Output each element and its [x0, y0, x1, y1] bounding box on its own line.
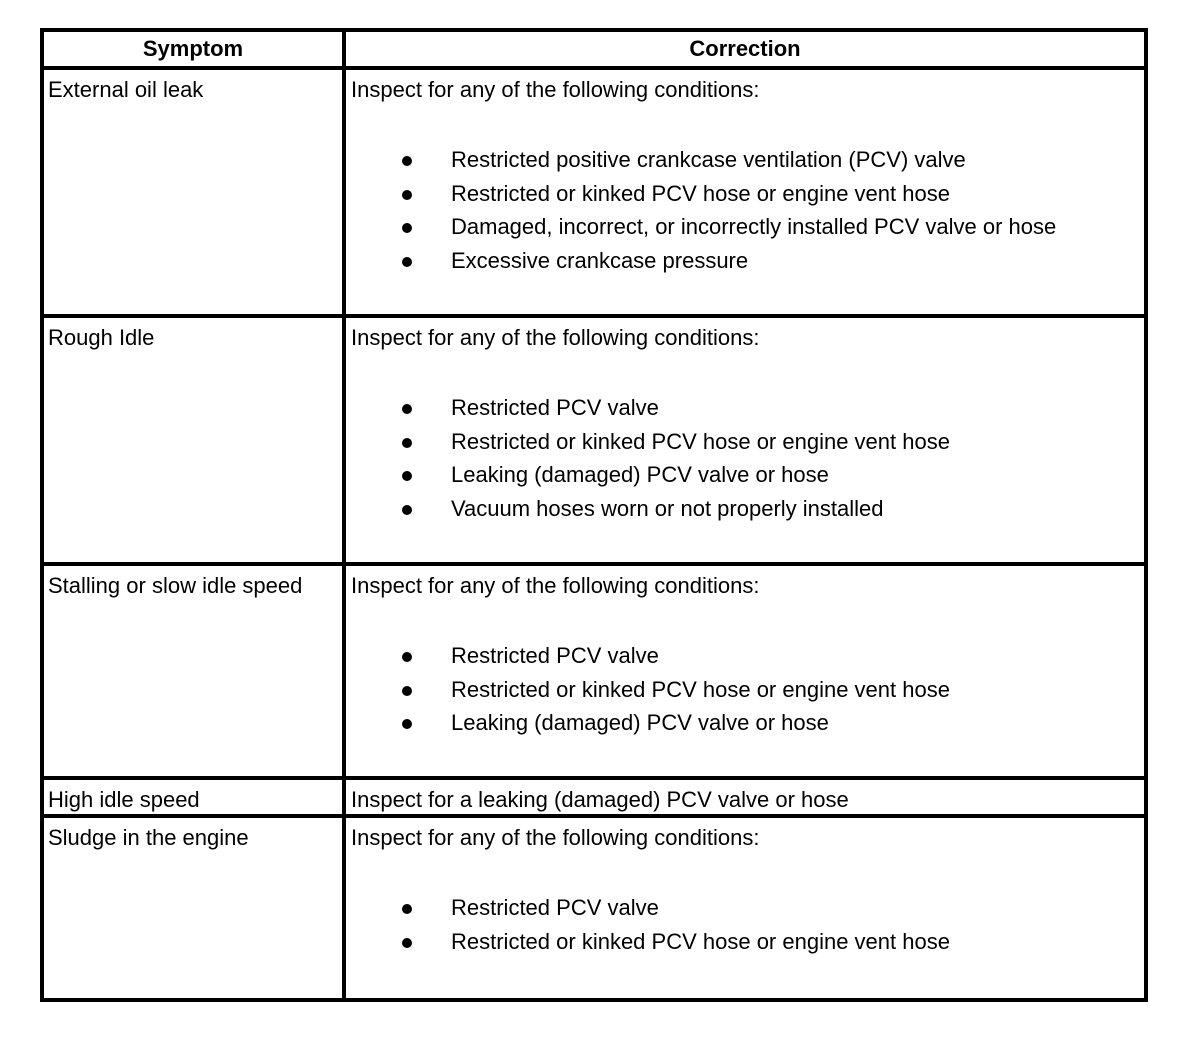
list-item	[346, 462, 1144, 496]
correction-cell	[344, 778, 1146, 816]
list-item	[346, 248, 1144, 282]
table-row	[42, 316, 1146, 564]
list-item	[346, 181, 1144, 215]
correction-intro: Inspect for any of the following conditions:	[351, 325, 760, 350]
symptom-cell	[42, 564, 344, 778]
correction-cell	[344, 316, 1146, 564]
bullet-icon	[402, 686, 412, 696]
symptom-column-header: Symptom	[42, 30, 344, 68]
symptom-cell	[42, 68, 344, 316]
correction-cell	[344, 816, 1146, 1000]
symptom-cell	[42, 778, 344, 816]
correction-intro: Inspect for any of the following conditions:	[351, 573, 760, 598]
list-item	[346, 496, 1144, 530]
symptom-text: External oil leak	[48, 77, 204, 102]
condition-text: Restricted or kinked PCV hose or engine vent hose	[451, 180, 950, 206]
condition-text: Restricted or kinked PCV hose or engine vent hose	[451, 928, 950, 954]
symptom-text: Sludge in the engine	[48, 825, 249, 850]
symptom-text: High idle speed	[48, 787, 200, 812]
symptom-text: Stalling or slow idle speed	[48, 573, 303, 598]
bullet-icon	[402, 223, 412, 233]
condition-text: Damaged, incorrect, or incorrectly installed PCV valve or hose	[451, 214, 1057, 239]
condition-text: Excessive crankcase pressure	[451, 247, 749, 273]
symptom-cell	[42, 816, 344, 1000]
bullet-icon	[402, 471, 412, 481]
condition-list	[346, 351, 1144, 529]
list-item	[346, 643, 1144, 677]
list-item	[346, 214, 1144, 248]
correction-intro: Inspect for any of the following conditions:	[351, 77, 760, 102]
list-item	[346, 147, 1144, 181]
symptom-text: Rough Idle	[48, 325, 155, 350]
bullet-icon	[402, 404, 412, 414]
correction-cell	[344, 68, 1146, 316]
header-row	[42, 30, 1146, 68]
condition-text: Restricted positive crankcase ventilation (PCV) valve	[451, 147, 966, 172]
condition-text: Restricted PCV valve	[451, 395, 659, 420]
correction-intro: Inspect for any of the following conditions:	[351, 825, 760, 850]
bullet-icon	[402, 505, 412, 515]
table-row	[42, 564, 1146, 778]
bullet-icon	[402, 438, 412, 448]
list-item	[346, 929, 1144, 963]
condition-list	[346, 851, 1144, 962]
list-item	[346, 429, 1144, 463]
list-item	[346, 677, 1144, 711]
symptom-cell	[42, 316, 344, 564]
list-item	[346, 895, 1144, 929]
bullet-icon	[402, 156, 412, 166]
bullet-icon	[402, 904, 412, 914]
correction-column-header: Correction	[344, 30, 1146, 68]
list-item	[346, 710, 1144, 744]
correction-intro: Inspect for a leaking (damaged) PCV valve or hose	[351, 787, 849, 812]
bullet-icon	[402, 190, 412, 200]
table-row	[42, 68, 1146, 316]
condition-text: Restricted or kinked PCV hose or engine vent hose	[451, 428, 950, 454]
bullet-icon	[402, 652, 412, 662]
condition-text: Leaking (damaged) PCV valve or hose	[451, 462, 829, 487]
condition-text: Restricted PCV valve	[451, 643, 659, 668]
bullet-icon	[402, 938, 412, 948]
condition-text: Restricted or kinked PCV hose or engine vent hose	[451, 676, 950, 702]
correction-cell	[344, 564, 1146, 778]
condition-text: Leaking (damaged) PCV valve or hose	[451, 710, 829, 735]
condition-text: Vacuum hoses worn or not properly installed	[451, 495, 884, 521]
bullet-icon	[402, 257, 412, 267]
diagnostic-table	[40, 28, 1148, 1002]
table-row	[42, 816, 1146, 1000]
condition-list	[346, 599, 1144, 744]
condition-text: Restricted PCV valve	[451, 895, 659, 920]
bullet-icon	[402, 719, 412, 729]
table-row	[42, 778, 1146, 816]
condition-list	[346, 103, 1144, 281]
list-item	[346, 395, 1144, 429]
